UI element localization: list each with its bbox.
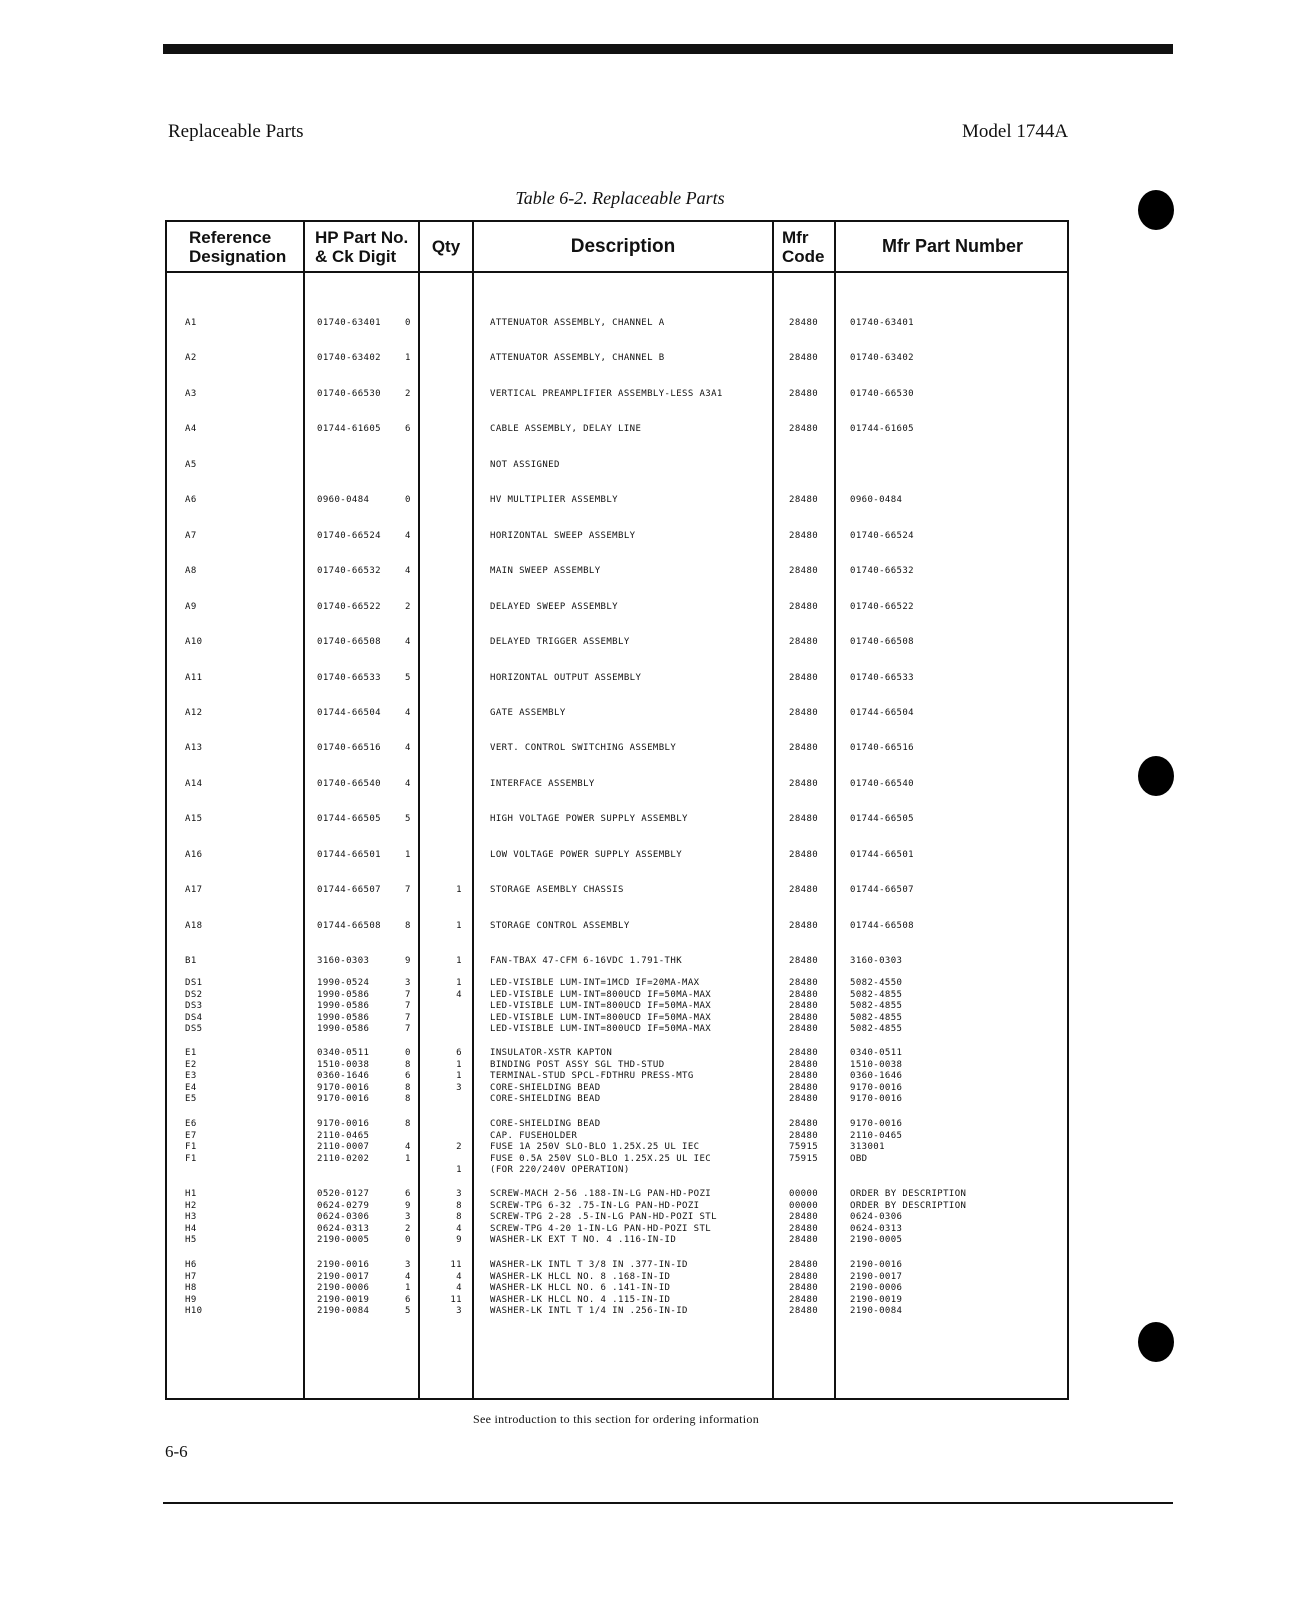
cell-mfr: 28480 [789,1283,819,1294]
bottom-rule [163,1502,1173,1504]
cell-hp: 2110-0465 [317,1130,370,1141]
cell-desc: LED-VISIBLE LUM-INT=800UCD IF=50MA-MAX [490,989,712,1000]
cell-ref: E1 [185,1048,197,1058]
cell-ref: H4 [185,1223,197,1234]
col-header-ref: Reference Designation [189,227,287,266]
cell-ref: A8 [185,566,197,577]
cell-mfr: 28480 [789,353,819,364]
cell-mpn: 5082-4855 [850,989,903,1000]
cell-mfr: 28480 [789,388,819,399]
cell-qty: 3 [456,1082,462,1093]
cell-mpn: 01740-63401 [850,318,915,328]
cell-hp: 9170-0016 [317,1119,370,1129]
cell-mpn: 2190-0006 [850,1283,903,1294]
cell-mpn: 5082-4855 [850,1001,903,1012]
cell-mfr: 28480 [789,1212,819,1223]
cell-ref: E2 [185,1059,197,1070]
cell-qty: 8 [456,1200,462,1211]
cell-qty: 11 [450,1260,462,1270]
cell-ck: 7 [405,989,411,1000]
cell-hp: 01740-63401 [317,318,382,328]
cell-mpn: 01740-66522 [850,601,915,612]
cell-mpn: 01740-66540 [850,778,915,789]
cell-ck: 1 [405,353,411,364]
cell-hp: 0520-0127 [317,1189,370,1199]
cell-desc: WASHER-LK HLCL NO. 8 .168-IN-ID [490,1271,671,1282]
cell-mpn: 0624-0313 [850,1223,903,1234]
cell-desc: INTERFACE ASSEMBLY [490,778,595,789]
col-header-hp: HP Part No. & Ck Digit [315,227,409,266]
cell-hp: 3160-0303 [317,956,370,967]
cell-mpn: OBD [850,1153,868,1164]
cell-desc: LED-VISIBLE LUM-INT=800UCD IF=50MA-MAX [490,1012,712,1023]
cell-mfr: 28480 [789,637,819,648]
cell-mpn: 0960-0484 [850,495,903,506]
cell-desc: LOW VOLTAGE POWER SUPPLY ASSEMBLY [490,849,683,860]
cell-mpn: 5082-4550 [850,978,903,988]
cell-hp: 1510-0038 [317,1059,370,1070]
cell-ref: A14 [185,778,203,789]
cell-mpn: 01740-63402 [850,353,915,364]
cell-hp: 1990-0586 [317,989,370,1000]
cell-mpn: 5082-4855 [850,1012,903,1023]
cell-desc: LED-VISIBLE LUM-INT=800UCD IF=50MA-MAX [490,1001,712,1012]
cell-desc: STORAGE CONTROL ASSEMBLY [490,920,630,931]
cell-ref: A7 [185,530,197,541]
cell-desc: HORIZONTAL OUTPUT ASSEMBLY [490,672,642,683]
cell-ck: 2 [405,601,411,612]
model-title: Model 1744A [962,121,1069,142]
header-divider [167,271,1067,273]
cell-ck: 5 [405,1306,411,1317]
cell-mfr: 28480 [789,1082,819,1093]
ordering-footnote: See introduction to this section for ordering information [472,1412,760,1426]
cell-hp: 01744-66504 [317,707,382,718]
cell-hp: 2110-0202 [317,1153,370,1164]
cell-mfr: 28480 [789,1294,819,1305]
cell-mpn: 9170-0016 [850,1094,903,1105]
cell-desc: NOT ASSIGNED [490,459,560,470]
cell-qty: 3 [456,1306,462,1317]
cell-mfr: 28480 [789,1024,819,1035]
cell-ref: F1 [185,1142,197,1153]
cell-ck: 8 [405,1094,411,1105]
cell-mfr: 28480 [789,495,819,506]
cell-hp: 01740-66530 [317,388,382,399]
cell-ck: 4 [405,778,411,789]
cell-desc: WASHER-LK HLCL NO. 6 .141-IN-ID [490,1283,671,1294]
cell-qty: 6 [456,1048,462,1058]
column-divider [418,222,420,1398]
cell-hp: 01740-66524 [317,530,382,541]
cell-ck: 4 [405,637,411,648]
cell-ref: A5 [185,459,197,470]
cell-mpn: 01744-66501 [850,849,915,860]
cell-ck: 0 [405,318,411,328]
cell-mfr: 28480 [789,1235,819,1246]
cell-ck: 7 [405,885,411,896]
cell-mfr: 28480 [789,1130,819,1141]
cell-mfr: 28480 [789,778,819,789]
page-number: 6-6 [165,1442,188,1461]
cell-mpn: ORDER BY DESCRIPTION [850,1189,967,1199]
cell-mfr: 75915 [789,1142,819,1153]
cell-mpn: 2190-0005 [850,1235,903,1246]
cell-ref: B1 [185,956,197,967]
cell-ck: 3 [405,1212,411,1223]
cell-ck: 6 [405,424,411,435]
cell-qty: 1 [456,1165,462,1176]
cell-mfr: 00000 [789,1189,819,1199]
cell-ck: 7 [405,1012,411,1023]
table-caption: Table 6-2. Replaceable Parts [515,188,725,208]
cell-ck: 4 [405,743,411,754]
cell-mfr: 28480 [789,1059,819,1070]
cell-hp: 01740-66516 [317,743,382,754]
cell-ck: 0 [405,1048,411,1058]
cell-mfr: 28480 [789,989,819,1000]
cell-hp: 01740-66533 [317,672,382,683]
cell-hp: 1990-0524 [317,978,370,988]
cell-hp: 01744-66501 [317,849,382,860]
cell-desc: VERTICAL PREAMPLIFIER ASSEMBLY-LESS A3A1 [490,388,723,399]
cell-hp: 2190-0006 [317,1283,370,1294]
cell-desc: GATE ASSEMBLY [490,707,566,718]
cell-ck: 8 [405,1119,411,1129]
cell-ck: 0 [405,495,411,506]
cell-desc: (FOR 220/240V OPERATION) [490,1165,630,1176]
cell-ref: F1 [185,1153,197,1164]
cell-mpn: 2190-0016 [850,1260,903,1270]
cell-hp: 1990-0586 [317,1012,370,1023]
cell-hp: 2190-0017 [317,1271,370,1282]
cell-desc: VERT. CONTROL SWITCHING ASSEMBLY [490,743,677,754]
cell-mpn: 9170-0016 [850,1119,903,1129]
cell-ref: H10 [185,1306,203,1317]
col-header-qty: Qty [431,237,461,256]
cell-mfr: 28480 [789,1001,819,1012]
top-rule [163,44,1173,54]
cell-desc: INSULATOR-XSTR KAPTON [490,1048,613,1058]
cell-mfr: 28480 [789,1119,819,1129]
cell-ck: 7 [405,1001,411,1012]
column-divider [834,222,836,1398]
parts-table [165,220,1069,1400]
cell-mfr: 28480 [789,424,819,435]
cell-ck: 4 [405,1271,411,1282]
cell-qty: 1 [456,978,462,988]
cell-ck: 2 [405,1223,411,1234]
cell-ref: H1 [185,1189,197,1199]
cell-ref: E7 [185,1130,197,1141]
cell-ref: A13 [185,743,203,754]
cell-ref: A16 [185,849,203,860]
cell-ck: 8 [405,920,411,931]
cell-mpn: 3160-0303 [850,956,903,967]
cell-ref: E6 [185,1119,197,1129]
binder-hole-icon [1138,1322,1174,1362]
cell-mfr: 28480 [789,318,819,328]
cell-mfr: 28480 [789,1071,819,1082]
section-title: Replaceable Parts [168,121,304,142]
cell-mpn: 2110-0465 [850,1130,903,1141]
col-header-mfr-part: Mfr Part Number [881,236,1024,256]
cell-desc: HORIZONTAL SWEEP ASSEMBLY [490,530,636,541]
cell-hp: 1990-0586 [317,1001,370,1012]
cell-mfr: 28480 [789,1223,819,1234]
cell-hp: 01740-63402 [317,353,382,364]
cell-hp: 2190-0005 [317,1235,370,1246]
cell-desc: DELAYED TRIGGER ASSEMBLY [490,637,630,648]
cell-ck: 3 [405,1260,411,1270]
cell-hp: 01744-66507 [317,885,382,896]
cell-ck: 4 [405,1142,411,1153]
cell-qty: 11 [450,1294,462,1305]
col-header-mfr-code: Mfr Code [782,227,825,266]
cell-hp: 2190-0016 [317,1260,370,1270]
cell-mpn: 1510-0038 [850,1059,903,1070]
cell-desc: LED-VISIBLE LUM-INT=1MCD IF=20MA-MAX [490,978,700,988]
cell-ck: 1 [405,1283,411,1294]
cell-ck: 6 [405,1071,411,1082]
cell-mfr: 28480 [789,1094,819,1105]
cell-ref: A9 [185,601,197,612]
cell-ref: A15 [185,814,203,825]
cell-mpn: 01744-66508 [850,920,915,931]
cell-ck: 2 [405,388,411,399]
cell-desc: ATTENUATOR ASSEMBLY, CHANNEL B [490,353,665,364]
cell-mfr: 00000 [789,1200,819,1211]
cell-mpn: 01740-66524 [850,530,915,541]
cell-desc: CABLE ASSEMBLY, DELAY LINE [490,424,642,435]
cell-ref: DS5 [185,1024,203,1035]
cell-ck: 3 [405,978,411,988]
cell-ck: 4 [405,707,411,718]
cell-desc: CORE-SHIELDING BEAD [490,1119,601,1129]
cell-desc: STORAGE ASEMBLY CHASSIS [490,885,624,896]
cell-mpn: 01740-66532 [850,566,915,577]
cell-qty: 1 [456,956,462,967]
cell-ref: A2 [185,353,197,364]
cell-hp: 01740-66522 [317,601,382,612]
cell-ck: 9 [405,1200,411,1211]
cell-ck: 4 [405,566,411,577]
cell-mpn: 2190-0084 [850,1306,903,1317]
cell-desc: MAIN SWEEP ASSEMBLY [490,566,601,577]
cell-hp: 0624-0306 [317,1212,370,1223]
cell-hp: 01740-66532 [317,566,382,577]
cell-ref: H5 [185,1235,197,1246]
col-header-description: Description [570,236,676,257]
cell-desc: WASHER-LK INTL T 1/4 IN .256-IN-ID [490,1306,688,1317]
cell-qty: 1 [456,1059,462,1070]
cell-ref: H6 [185,1260,197,1270]
cell-mfr: 75915 [789,1153,819,1164]
cell-ref: A12 [185,707,203,718]
cell-mfr: 28480 [789,707,819,718]
cell-ck: 5 [405,814,411,825]
cell-mpn: 01744-66507 [850,885,915,896]
cell-qty: 1 [456,885,462,896]
cell-ck: 9 [405,956,411,967]
cell-desc: SCREW-TPG 6-32 .75-IN-LG PAN-HD-POZI [490,1200,700,1211]
cell-hp: 0960-0484 [317,495,370,506]
cell-qty: 1 [456,1071,462,1082]
cell-mfr: 28480 [789,566,819,577]
cell-mfr: 28480 [789,672,819,683]
cell-qty: 2 [456,1142,462,1153]
cell-hp: 0340-0511 [317,1048,370,1058]
cell-mpn: 01740-66533 [850,672,915,683]
cell-desc: ATTENUATOR ASSEMBLY, CHANNEL A [490,318,665,328]
cell-desc: TERMINAL-STUD SPCL-FDTHRU PRESS-MTG [490,1071,694,1082]
cell-desc: LED-VISIBLE LUM-INT=800UCD IF=50MA-MAX [490,1024,712,1035]
cell-hp: 01744-66508 [317,920,382,931]
cell-mfr: 28480 [789,885,819,896]
cell-ref: A4 [185,424,197,435]
cell-mpn: 01740-66530 [850,388,915,399]
cell-ref: DS1 [185,978,203,988]
cell-ck: 5 [405,672,411,683]
cell-qty: 4 [456,1283,462,1294]
cell-desc: FAN-TBAX 47-CFM 6-16VDC 1.791-THK [490,956,683,967]
cell-ref: A1 [185,318,197,328]
cell-qty: 1 [456,920,462,931]
cell-mpn: 0624-0306 [850,1212,903,1223]
cell-mpn: ORDER BY DESCRIPTION [850,1200,967,1211]
cell-mpn: 01740-66508 [850,637,915,648]
cell-mpn: 5082-4855 [850,1024,903,1035]
cell-mpn: 01744-66504 [850,707,915,718]
cell-ref: E3 [185,1071,197,1082]
cell-mfr: 28480 [789,1048,819,1058]
cell-mfr: 28480 [789,1271,819,1282]
cell-mpn: 01744-66505 [850,814,915,825]
cell-hp: 9170-0016 [317,1082,370,1093]
cell-ref: H9 [185,1294,197,1305]
cell-qty: 9 [456,1235,462,1246]
cell-ref: H2 [185,1200,197,1211]
cell-hp: 2190-0019 [317,1294,370,1305]
cell-desc: CAP. FUSEHOLDER [490,1130,578,1141]
cell-desc: CORE-SHIELDING BEAD [490,1082,601,1093]
cell-desc: CORE-SHIELDING BEAD [490,1094,601,1105]
cell-mfr: 28480 [789,956,819,967]
cell-mfr: 28480 [789,1260,819,1270]
cell-ck: 6 [405,1294,411,1305]
cell-ref: H7 [185,1271,197,1282]
cell-ref: A17 [185,885,203,896]
cell-ref: DS4 [185,1012,203,1023]
cell-mpn: 2190-0019 [850,1294,903,1305]
cell-hp: 0360-1646 [317,1071,370,1082]
cell-desc: WASHER-LK HLCL NO. 4 .115-IN-ID [490,1294,671,1305]
cell-hp: 1990-0586 [317,1024,370,1035]
cell-ref: DS3 [185,1001,203,1012]
cell-mpn: 0340-0511 [850,1048,903,1058]
cell-ck: 0 [405,1235,411,1246]
cell-desc: WASHER-LK EXT T NO. 4 .116-IN-ID [490,1235,677,1246]
cell-hp: 01744-66505 [317,814,382,825]
cell-ck: 8 [405,1082,411,1093]
cell-hp: 2110-0007 [317,1142,370,1153]
cell-ref: A3 [185,388,197,399]
cell-desc: BINDING POST ASSY SGL THD-STUD [490,1059,665,1070]
cell-mfr: 28480 [789,978,819,988]
cell-mfr: 28480 [789,920,819,931]
cell-desc: SCREW-MACH 2-56 .188-IN-LG PAN-HD-POZI [490,1189,712,1199]
cell-hp: 0624-0313 [317,1223,370,1234]
cell-ref: A6 [185,495,197,506]
cell-ref: DS2 [185,989,203,1000]
cell-ck: 1 [405,1153,411,1164]
cell-ck: 8 [405,1059,411,1070]
cell-mfr: 28480 [789,1306,819,1317]
column-divider [472,222,474,1398]
cell-desc: HV MULTIPLIER ASSEMBLY [490,495,619,506]
cell-ck: 7 [405,1024,411,1035]
cell-ref: H8 [185,1283,197,1294]
cell-qty: 8 [456,1212,462,1223]
cell-mfr: 28480 [789,530,819,541]
cell-desc: HIGH VOLTAGE POWER SUPPLY ASSEMBLY [490,814,688,825]
cell-mfr: 28480 [789,743,819,754]
cell-ck: 4 [405,530,411,541]
cell-ref: A10 [185,637,203,648]
cell-ck: 6 [405,1189,411,1199]
cell-mpn: 313001 [850,1142,885,1153]
cell-hp: 9170-0016 [317,1094,370,1105]
cell-mpn: 9170-0016 [850,1082,903,1093]
cell-desc: DELAYED SWEEP ASSEMBLY [490,601,619,612]
cell-ref: H3 [185,1212,197,1223]
column-divider [303,222,305,1398]
cell-hp: 01744-61605 [317,424,382,435]
cell-hp: 01740-66508 [317,637,382,648]
cell-qty: 4 [456,989,462,1000]
cell-mpn: 01744-61605 [850,424,915,435]
cell-mpn: 2190-0017 [850,1271,903,1282]
cell-desc: SCREW-TPG 4-20 1-IN-LG PAN-HD-POZI STL [490,1223,712,1234]
cell-mfr: 28480 [789,849,819,860]
cell-qty: 4 [456,1271,462,1282]
cell-qty: 4 [456,1223,462,1234]
cell-ck: 1 [405,849,411,860]
cell-mfr: 28480 [789,814,819,825]
cell-ref: A18 [185,920,203,931]
cell-ref: A11 [185,672,203,683]
cell-desc: WASHER-LK INTL T 3/8 IN .377-IN-ID [490,1260,688,1270]
column-divider [772,222,774,1398]
cell-desc: SCREW-TPG 2-28 .5-IN-LG PAN-HD-POZI STL [490,1212,717,1223]
cell-hp: 0624-0279 [317,1200,370,1211]
cell-hp: 01740-66540 [317,778,382,789]
cell-desc: FUSE 1A 250V SLO-BLO 1.25X.25 UL IEC [490,1142,700,1153]
cell-ref: E4 [185,1082,197,1093]
binder-hole-icon [1138,190,1174,230]
binder-hole-icon [1138,756,1174,796]
cell-desc: FUSE 0.5A 250V SLO-BLO 1.25X.25 UL IEC [490,1153,712,1164]
cell-mfr: 28480 [789,601,819,612]
cell-mpn: 0360-1646 [850,1071,903,1082]
cell-qty: 3 [456,1189,462,1199]
cell-mfr: 28480 [789,1012,819,1023]
cell-hp: 2190-0084 [317,1306,370,1317]
cell-ref: E5 [185,1094,197,1105]
cell-mpn: 01740-66516 [850,743,915,754]
